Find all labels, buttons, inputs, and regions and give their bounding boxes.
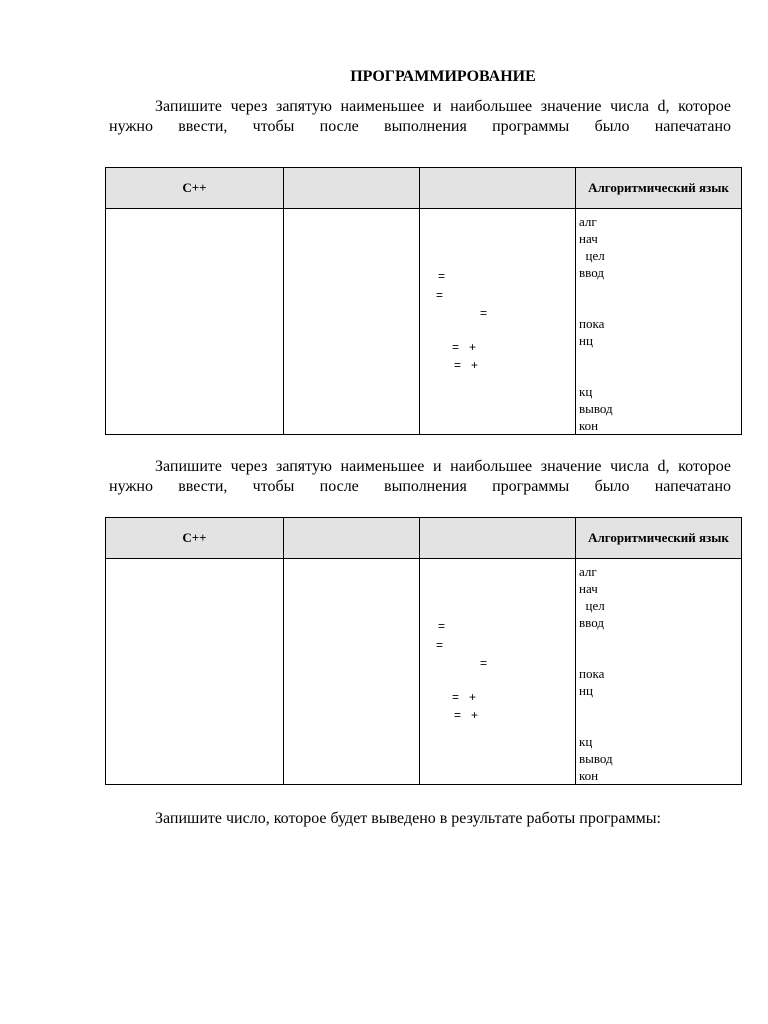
algo-line [579, 631, 613, 648]
header-cpp: C++ [106, 518, 284, 559]
algo-line [579, 366, 613, 383]
algo-code [579, 563, 613, 784]
algo-line: алг [579, 564, 597, 579]
algo-line: пока [579, 316, 605, 331]
algo-line [579, 281, 613, 298]
algo-code-cell [576, 559, 742, 785]
algo-line: вывод [579, 751, 613, 766]
algo-line: вывод [579, 401, 613, 416]
algo-line: нц [579, 683, 593, 698]
algo-line: пока [579, 666, 605, 681]
code-line: = [438, 269, 446, 283]
col2-code-cell [284, 559, 420, 785]
algo-code [579, 213, 613, 434]
col2-code-cell [284, 209, 420, 435]
algo-line: цел [579, 598, 605, 613]
task-2-text: Запишите через запятую наименьшее и наибольшее значение числа d, которое нужно ввести, чтобы после выполнения программы было напечатано [109, 458, 731, 495]
col3-code-cell [420, 559, 576, 785]
task-1-text: Запишите через запятую наименьшее и наибольшее значение числа d, которое нужно ввести, чтобы после выполнения программы было напечатано [109, 98, 731, 135]
col3-code-cell [420, 209, 576, 435]
algo-line: нач [579, 581, 598, 596]
algo-line: нач [579, 231, 598, 246]
algo-line: цел [579, 248, 605, 263]
header-col3 [420, 518, 576, 559]
algo-line: кц [579, 734, 593, 749]
cpp-code-cell [106, 209, 284, 435]
code-line: = [480, 656, 488, 670]
code-line: = + [452, 690, 477, 704]
algo-line [579, 716, 613, 733]
header-algo-lang: Алгоритмический язык [576, 168, 742, 209]
algo-line: нц [579, 333, 593, 348]
algo-line [579, 298, 613, 315]
header-algo-lang: Алгоритмический язык [576, 518, 742, 559]
code-line: = + [454, 358, 479, 372]
algo-line: алг [579, 214, 597, 229]
code-line: = [480, 306, 488, 320]
code-line: = [438, 619, 446, 633]
algo-line: кон [579, 768, 599, 783]
task-3-text: Запишите число, которое будет выведено в результате работы программы: [155, 810, 661, 827]
code-line: = + [452, 340, 477, 354]
cpp-code-cell [106, 559, 284, 785]
code-line: = [436, 638, 444, 652]
algo-line: кц [579, 384, 593, 399]
page-title: ПРОГРАММИРОВАНИЕ [350, 68, 536, 85]
header-col2 [284, 168, 420, 209]
algo-line [579, 648, 613, 665]
algo-line [579, 349, 613, 366]
header-col3 [420, 168, 576, 209]
header-col2 [284, 518, 420, 559]
code-line: = [436, 288, 444, 302]
algo-line: ввод [579, 265, 604, 280]
code-line: = + [454, 708, 479, 722]
algo-line: кон [579, 418, 599, 433]
header-cpp: C++ [106, 168, 284, 209]
algo-line [579, 699, 613, 716]
program-table-2 [105, 517, 742, 785]
algo-code-cell [576, 209, 742, 435]
program-table-1 [105, 167, 742, 435]
algo-line: ввод [579, 615, 604, 630]
